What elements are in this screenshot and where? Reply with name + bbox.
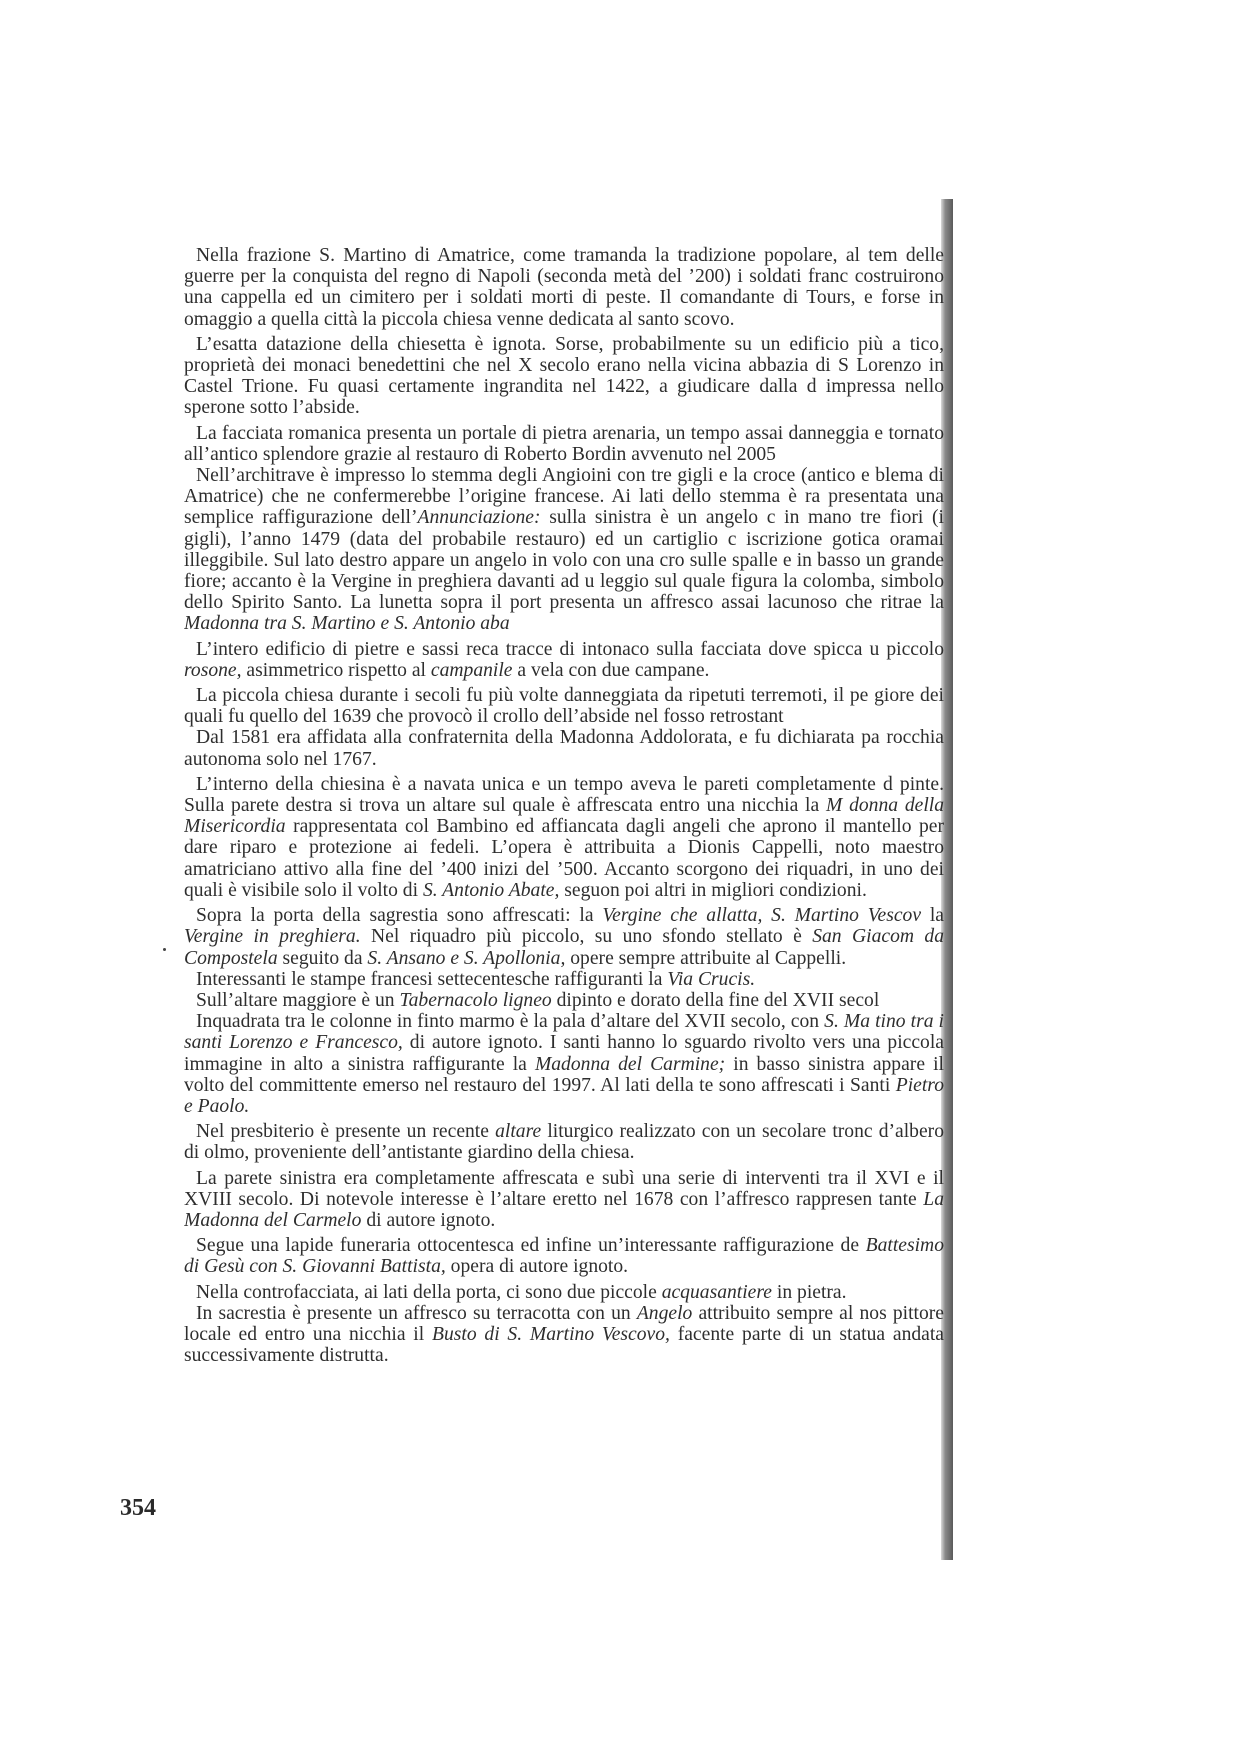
paragraph	[184, 727, 944, 769]
paragraph	[184, 1303, 944, 1367]
text-run: Interessanti le stampe francesi settecentesche raffiguranti la	[196, 968, 668, 990]
paragraph	[184, 774, 944, 901]
italic-title: S. Ansano e S. Apollonia,	[367, 947, 566, 969]
italic-title: Battesimo di Gesù con S. Giovanni Battista,	[184, 1235, 944, 1278]
text-run: Inquadrata tra le colonne in finto marmo è la pala d’altare del XVII secolo, con	[196, 1011, 825, 1033]
italic-title: S. Antonio Abate,	[422, 879, 560, 901]
paragraph	[184, 1235, 944, 1277]
paragraph	[184, 1121, 944, 1163]
text-run: In sacrestia è presente un affresco su terracotta con un	[196, 1302, 637, 1324]
italic-title: La Madonna del Carmelo	[184, 1188, 944, 1231]
paragraph	[184, 969, 944, 990]
paragraph	[184, 685, 944, 727]
text-run: opere sempre attribuite al Cappelli.	[565, 947, 847, 969]
italic-title: Vergine che allatta, S. Martino Vescov	[602, 905, 922, 927]
italic-title: Pietro e Paolo.	[184, 1074, 944, 1117]
italic-title: Tabernacolo ligneo	[399, 989, 552, 1011]
text-run: La parete sinistra era completamente affrescata e subì una serie di interventi tra il XVI e il XVIII secolo. Di notevole interesse è l’altare eretto nel 1678 con l’affresco rappresen tante	[184, 1167, 944, 1210]
text-run: L’interno della chiesina è a navata unica e un tempo aveva le pareti completamente d pinte. Sulla parete destra si trova un altare sul quale è affrescata entro una nicchia la	[184, 773, 944, 817]
text-run: di autore ignoto. I santi hanno lo sguardo rivolto vers una piccola immagine in alto a sinistra raffigurante la	[184, 1032, 944, 1075]
body-text	[184, 245, 944, 1535]
text-run: in basso sinistra appare il volto del committente emerso nel restauro del 1997. Al lati della te sono affrescati i Santi	[184, 1053, 944, 1096]
text-run: attribuito sempre al nos pittore locale ed entro una nicchia il	[184, 1302, 944, 1345]
italic-title: Via Crucis.	[667, 968, 756, 990]
text-run: Nel riquadro più piccolo, su uno sfondo stellato è	[360, 926, 813, 948]
paragraph	[184, 423, 944, 465]
text-run: Nella frazione S. Martino di Amatrice, come tramanda la tradizione popolare, al tem delle guerre per la conquista del regno di Napoli (seconda metà del ’200) i soldati franc costruirono una cappella ed un cimitero per i soldati morti di peste. Il comandante di Tours, e forse in omaggio a quella città la piccola chiesa venne dedicata al santo scovo.	[184, 245, 944, 330]
italic-title: S. Ma tino tra i santi Lorenzo e Francesco,	[184, 1011, 944, 1054]
paragraph	[184, 1168, 944, 1232]
text-run: Segue una lapide funeraria ottocentesca ed infine un’interessante raffigurazione de	[196, 1235, 866, 1257]
italic-title: San Giacom da Compostela	[184, 926, 944, 969]
italic-title: rosone,	[184, 659, 242, 681]
paragraph	[184, 905, 944, 969]
italic-title: Vergine in preghiera.	[184, 926, 361, 948]
italic-title: Busto di S. Martino Vescovo,	[431, 1323, 670, 1345]
italic-title: M donna della Misericordia	[184, 795, 944, 838]
text-run: Dal 1581 era affidata alla confraternita della Madonna Addolorata, e fu dichiarata pa rocchia autonoma solo nel 1767.	[184, 727, 944, 770]
text-run: Sopra la porta della sagrestia sono affrescati: la	[196, 905, 603, 927]
text-run: La piccola chiesa durante i secoli fu più volte danneggiata da ripetuti terremoti, il pe giore dei quali fu quello del 1639 che provocò il crollo dell’abside nel fosso retrostant	[184, 685, 944, 728]
text-run: in pietra.	[771, 1281, 847, 1303]
text-run: rappresentata col Bambino ed affiancata dagli angeli che aprono il mantello per dare riparo e protezione ai fedeli. L’opera è attribuita a Dionis Cappelli, noto maestro amatriciano attivo alla fine del ’400 inizi del ’500. Accanto scorgono dei riquadri, in uno dei quali è visibile solo il volto di	[184, 816, 944, 901]
text-run: liturgico realizzato con un secolare tronc d’albero di olmo, proveniente dell’antistante giardino della chiesa.	[184, 1121, 944, 1164]
text-run: Nella controfacciata, ai lati della porta, ci sono due piccole	[196, 1281, 662, 1303]
text-run: seguon poi altri in migliori condizioni.	[559, 879, 867, 901]
text-run: L’intero edificio di pietre e sassi reca tracce di intonaco sulla facciata dove spicca u piccolo	[196, 638, 944, 660]
italic-title: altare	[495, 1121, 542, 1143]
paragraph	[184, 245, 944, 330]
text-run: opera di autore ignoto.	[445, 1256, 629, 1278]
italic-title: Angelo	[636, 1302, 693, 1324]
page-number: 354	[120, 1495, 156, 1521]
italic-title: Madonna tra S. Martino e S. Antonio aba	[184, 613, 510, 635]
paragraph	[184, 1282, 944, 1303]
italic-title: acquasantiere	[661, 1281, 772, 1303]
text-run: La facciata romanica presenta un portale di pietra arenaria, un tempo assai danneggia e tornato all’antico splendore grazie al restauro di Roberto Bordin avvenuto nel 2005	[184, 422, 944, 465]
text-run: seguito da	[277, 947, 368, 969]
text-run: asimmetrico rispetto al	[241, 659, 431, 681]
text-run: dipinto e dorato della fine del XVII secol	[551, 989, 880, 1011]
italic-title: Annunciazione:	[417, 507, 541, 529]
text-run: di autore ignoto.	[361, 1209, 496, 1231]
text-run: a vela con due campane.	[512, 659, 710, 681]
text-run: L’esatta datazione della chiesetta è ignota. Sorse, probabilmente su un edificio più a tico, proprietà dei monaci benedettini che nel X secolo erano nella vicina abbazia di S Lorenzo in Castel Trione. Fu quasi certamente ingrandita nel 1422, a giudicare dalla d impressa nello sperone sotto l’abside.	[184, 333, 944, 419]
italic-title: Madonna del Carmine;	[534, 1053, 726, 1075]
text-run: la	[921, 905, 944, 927]
paragraph	[184, 639, 944, 681]
paragraph	[184, 990, 944, 1011]
text-run: sulla sinistra è un angelo c in mano tre fiori (i gigli), l’anno 1479 (data del probabile restauro) ed un cartiglio c iscrizione gotica oramai illeggibile. Sul lato destro appare un angelo in volo con una cro sulle spalle e in basso un grande fiore; accanto è la Vergine in preghiera davanti ad u leggio sul quale figura la colomba, simbolo dello Spirito Santo. La lunetta sopra il port presenta un affresco assai lacunoso che ritrae la	[184, 507, 944, 614]
italic-title: campanile	[430, 659, 513, 681]
scan-speck	[163, 948, 166, 951]
text-run: Nel presbiterio è presente un recente	[196, 1121, 496, 1143]
paragraph	[184, 334, 944, 419]
paragraph	[184, 465, 944, 635]
text-run: Nell’architrave è impresso lo stemma degli Angioini con tre gigli e la croce (antico e blema di Amatrice) che ne confermerebbe l’origine francese. Ai lati dello stemma è ra presentata una semplice raffigurazione dell’	[184, 465, 944, 529]
text-run: facente parte di un statua andata successivamente distrutta.	[184, 1323, 944, 1367]
paragraph	[184, 1011, 944, 1117]
text-run: Sull’altare maggiore è un	[196, 989, 400, 1011]
